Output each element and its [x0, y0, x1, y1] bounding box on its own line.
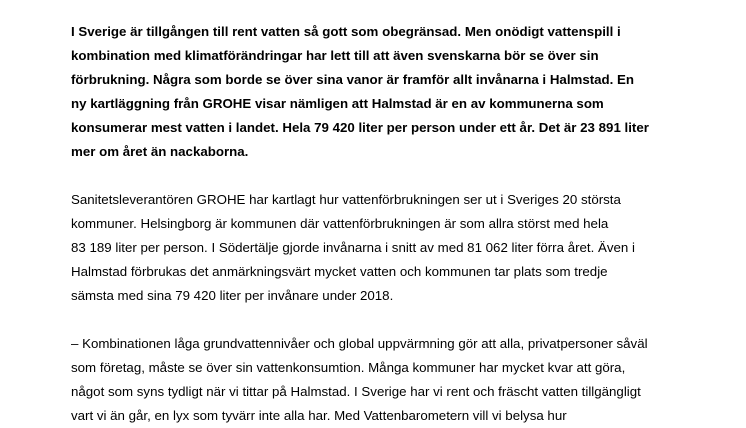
- body-line: 83 189 liter per person. I Södertälje gjorde invånarna i snitt av med 81 062 liter förra året. Även i: [71, 240, 635, 255]
- body-paragraph-2: [71, 332, 691, 428]
- body-line: något som syns tydligt när vi tittar på Halmstad. I Sverige har vi rent och fräscht vatten tillgängligt: [71, 384, 641, 399]
- body-line: vart vi än går, en lyx som tyvärr inte alla har. Med Vattenbarometern vill vi belysa hur: [71, 408, 567, 423]
- lead-paragraph: [71, 20, 691, 164]
- body-paragraph-1: [71, 188, 691, 308]
- lead-line: ny kartläggning från GROHE visar nämligen att Halmstad är en av kommunerna som: [71, 96, 604, 111]
- lead-line: mer om året än nackaborna.: [71, 144, 249, 159]
- paragraph-spacer: [71, 164, 691, 188]
- body-line: Halmstad förbrukas det anmärkningsvärt mycket vatten och kommunen tar plats som tredje: [71, 264, 608, 279]
- body-line: Sanitetsleverantören GROHE har kartlagt hur vattenförbrukningen ser ut i Sveriges 20 största: [71, 192, 621, 207]
- body-line: sämsta med sina 79 420 liter per invånare under 2018.: [71, 288, 394, 303]
- lead-line: kombination med klimatförändringar har lett till att även svenskarna bör se över sin: [71, 48, 599, 63]
- lead-line: konsumerar mest vatten i landet. Hela 79 420 liter per person under ett år. Det är 23 891 liter: [71, 120, 649, 135]
- body-line: som företag, måste se över sin vattenkonsumtion. Många kommuner har mycket kvar att göra,: [71, 360, 626, 375]
- lead-line: I Sverige är tillgången till rent vatten så gott som obegränsad. Men onödigt vattenspill i: [71, 24, 621, 39]
- lead-line: förbrukning. Några som borde se över sina vanor är framför allt invånarna i Halmstad. En: [71, 72, 635, 87]
- body-line: kommuner. Helsingborg är kommunen där vattenförbrukningen är som allra störst med hela: [71, 216, 609, 231]
- paragraph-spacer: [71, 308, 691, 332]
- body-line: – Kombinationen låga grundvattennivåer och global uppvärmning gör att alla, privatpersoner såväl: [71, 336, 648, 351]
- document-page: [71, 20, 691, 428]
